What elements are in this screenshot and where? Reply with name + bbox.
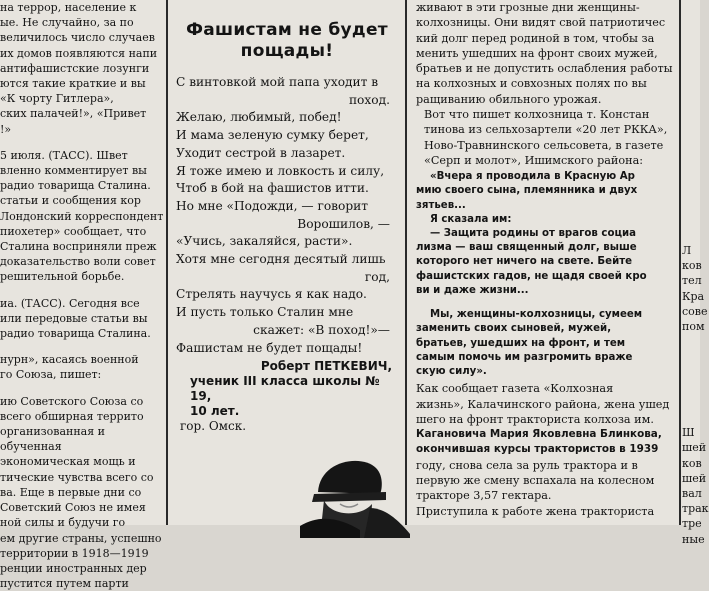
text-line (682, 106, 700, 121)
text-line: Лондонский корреспондент (0, 209, 164, 223)
poem-line: Желаю, любимый, побед! (176, 110, 342, 125)
text-line: вал (682, 487, 702, 500)
text-line: решительной борьбе. (0, 270, 125, 284)
text-line: ем другие страны, успешно (0, 531, 162, 545)
text-line: ются такие краткие и вы (0, 77, 146, 91)
text-line: ию Советского Союза со (0, 394, 144, 408)
news-paragraph (416, 381, 682, 427)
text-line: жизнь», Калачинского района, жена ушед (416, 397, 670, 411)
text-line (0, 137, 164, 148)
text-line: «К чорту Гитлера», (0, 92, 114, 106)
text-line (682, 365, 700, 380)
text-line (682, 182, 700, 197)
text-line: пиохетер» сообщает, что (0, 224, 147, 238)
quote-line: заменить своих сыновей, мужей, (416, 323, 612, 335)
text-line: тические чувства всего со (0, 470, 154, 484)
quote-line: Я сказала им: (430, 213, 512, 225)
text-line: организованная и обученная (0, 425, 106, 454)
quote-line: которого нет ничего на свете. Бейте (416, 256, 633, 268)
quote-line: ви и даже жизни... (416, 284, 529, 296)
text-line: Ш (682, 426, 695, 440)
poem-line: «Учись, закаляйся, расти». (176, 234, 353, 249)
text-line: кий долг перед родиной в том, чтобы за (416, 31, 655, 45)
text-line: ые. Не случайно, за по (0, 16, 134, 30)
text-line (682, 122, 700, 137)
text-line: статьи и сообщения кор (0, 194, 141, 208)
text-line (0, 341, 164, 352)
poem-line: Но мне «Подожди, — говорит (176, 198, 369, 213)
text-line: живают в эти грозные дни женщины- (416, 1, 640, 14)
text-line: или передовые статьи вы (0, 311, 148, 325)
text-line (682, 395, 700, 410)
text-line: окончившая курсы трактористов в 1939 (416, 443, 659, 456)
text-line: Вот что пишет колхозница т. Констан (424, 108, 650, 122)
text-line: на террор, население к (0, 1, 137, 14)
column-divider (679, 0, 681, 525)
text-line (682, 46, 700, 61)
text-line: их домов появляются напи (0, 46, 158, 60)
text-line: ной силы и будучи го (0, 516, 126, 530)
text-line: сове (682, 304, 708, 318)
text-line: пом (682, 319, 705, 333)
text-line: антифашистские лозунги (0, 61, 150, 75)
text-line (682, 213, 700, 228)
quote-line (416, 298, 682, 308)
text-line: «Серп и молот», Ишимского района: (424, 153, 644, 167)
text-line: колхозницы. Они видят свой патриотичес (416, 16, 666, 30)
text-line: году, снова села за руль трактора и в (416, 458, 638, 472)
poem-line: Ворошилов, — (297, 216, 390, 231)
poem-line: И мама зеленую сумку берет, (176, 128, 369, 143)
quote-line: — Защита родины от врагов социа (430, 228, 637, 240)
text-line: шего на фронт тракториста колхоза им. (416, 412, 654, 426)
text-line: величилось число случаев (0, 31, 155, 45)
signature-block (176, 359, 398, 434)
poem-line: И пусть только Сталин мне (176, 305, 354, 320)
text-line (682, 30, 700, 45)
text-line: Л (682, 244, 692, 257)
kolkhoz-quote (416, 170, 682, 379)
text-line: первую же смену вспахала на колесном (416, 474, 655, 488)
text-line: тинова из сельхозартели «20 лет РККА», (424, 123, 668, 137)
text-line: Кра (682, 289, 705, 303)
text-line (682, 228, 700, 243)
text-line: ков (682, 456, 702, 470)
poem-line: Хотя мне сегодня десятый лишь (176, 252, 386, 267)
text-line: !» (0, 122, 12, 136)
text-line: Приступила к работе жена тракториста (416, 504, 655, 518)
text-line: тел (682, 274, 702, 288)
quote-line: скую силу». (416, 366, 487, 378)
text-line (682, 197, 700, 212)
text-line: тракторе 3,57 гектара. (416, 489, 552, 503)
text-line: братьев и не допустить ослабления работы (416, 62, 673, 76)
text-line (682, 334, 700, 349)
text-line: радио товарища Сталина. (0, 327, 151, 341)
text-line: го Союза, пишет: (0, 368, 102, 382)
text-line (682, 167, 700, 182)
author-age-line: 10 лет. (190, 404, 240, 419)
text-line: Ново-Травнинского сельсовета, в газете (424, 138, 664, 152)
poem-body (176, 74, 398, 357)
right-article-column (410, 0, 682, 525)
text-line (682, 15, 700, 30)
text-line (682, 91, 700, 106)
text-line: Советский Союз не имея (0, 501, 146, 515)
text-line: ских палачей!», «Привет (0, 107, 147, 121)
author-city: гор. Омск. (180, 419, 247, 434)
quote-line: Мы, женщины-колхозницы, сумеем (430, 309, 643, 321)
quote-line: лизма — ваш священный долг, выше (416, 242, 637, 254)
quote-line: «Вчера я проводила в Красную Ар (430, 171, 635, 183)
poem-line: год, (364, 269, 390, 284)
intro-paragraph (416, 0, 682, 107)
far-right-column (682, 0, 709, 546)
text-line: ращиванию обильного урожая. (416, 92, 602, 106)
poem-line: Я тоже имею и ловкость и силу, (176, 163, 385, 178)
author-name: Роберт ПЕТКЕВИЧ, (260, 359, 392, 374)
text-line: ные (682, 532, 705, 546)
quote-line: зятьев... (416, 199, 466, 211)
text-line: на колхозных и совхозных полях по вы (416, 77, 647, 91)
headline-line: пощады! (240, 41, 334, 61)
text-line: территории в 1918—1919 (0, 546, 149, 560)
text-line (682, 137, 700, 152)
quote-line: фашистских гадов, не щадя своей кро (416, 270, 647, 282)
text-line: пустится путем парти (0, 577, 129, 591)
text-line (682, 349, 700, 364)
text-line: нурн», касаясь военной (0, 353, 139, 367)
poem-line: поход. (348, 92, 390, 107)
text-line: Кагановича Мария Яковлевна Блинкова, (416, 428, 662, 441)
text-line: ренции иностранных дер (0, 561, 147, 575)
text-line: вленно комментирует вы (0, 164, 147, 178)
headline-line: Фашистам не будет (186, 20, 388, 40)
text-line (682, 152, 700, 167)
poem-line: скажет: «В поход!»— (253, 322, 390, 337)
column-divider (166, 0, 168, 525)
text-line: иа. (ТАСС). Сегодня все (0, 296, 140, 310)
text-line: всего обширная террито (0, 409, 144, 423)
text-line (0, 285, 164, 296)
quote-source-paragraph (416, 107, 682, 168)
text-line: менить ушедших на фронт своих мужей, (416, 46, 658, 60)
text-line (682, 76, 700, 91)
poem-line: Уходит сестрой в лазарет. (176, 145, 346, 160)
quote-line: мию своего сына, племянника и двух (416, 185, 638, 197)
text-line: трак (682, 502, 709, 516)
text-line: шей (682, 471, 707, 485)
text-line: Сталина восприняли преж (0, 240, 157, 254)
poem-line: Фашистам не будет пощады! (176, 340, 363, 355)
news-paragraph-end (416, 458, 682, 519)
text-line (0, 383, 164, 394)
left-article-column (0, 0, 164, 591)
soldier-illustration (300, 438, 410, 538)
text-line: тре (682, 517, 702, 531)
text-line: 5 июля. (ТАСС). Швет (0, 148, 128, 162)
text-line: ков (682, 259, 702, 273)
text-line: шей (682, 441, 707, 455)
text-line (682, 410, 700, 425)
quote-line: братьев, ушедших на фронт, и тем (416, 337, 626, 349)
text-line (682, 61, 700, 76)
news-paragraph-bold (416, 427, 682, 458)
author-role-line: ученик III класса школы № 19, (190, 374, 380, 404)
poem-line: Стрелять научусь я как надо. (176, 287, 367, 302)
poem-line: Чтоб в бой на фашистов итти. (176, 181, 369, 196)
text-line: радио товарища Сталина. (0, 179, 151, 193)
poem-line: С винтовкой мой папа уходит в (176, 75, 379, 89)
text-line: доказательство воли совет (0, 255, 156, 269)
text-line: экономическая мощь и (0, 455, 136, 469)
text-line (682, 380, 700, 395)
article-headline (176, 20, 398, 62)
text-line (682, 0, 700, 15)
text-line: Как сообщает газета «Колхозная (416, 382, 614, 396)
quote-line: самым помочь им разгромить враже (416, 351, 633, 363)
text-line: ва. Еще в первые дни со (0, 485, 142, 499)
